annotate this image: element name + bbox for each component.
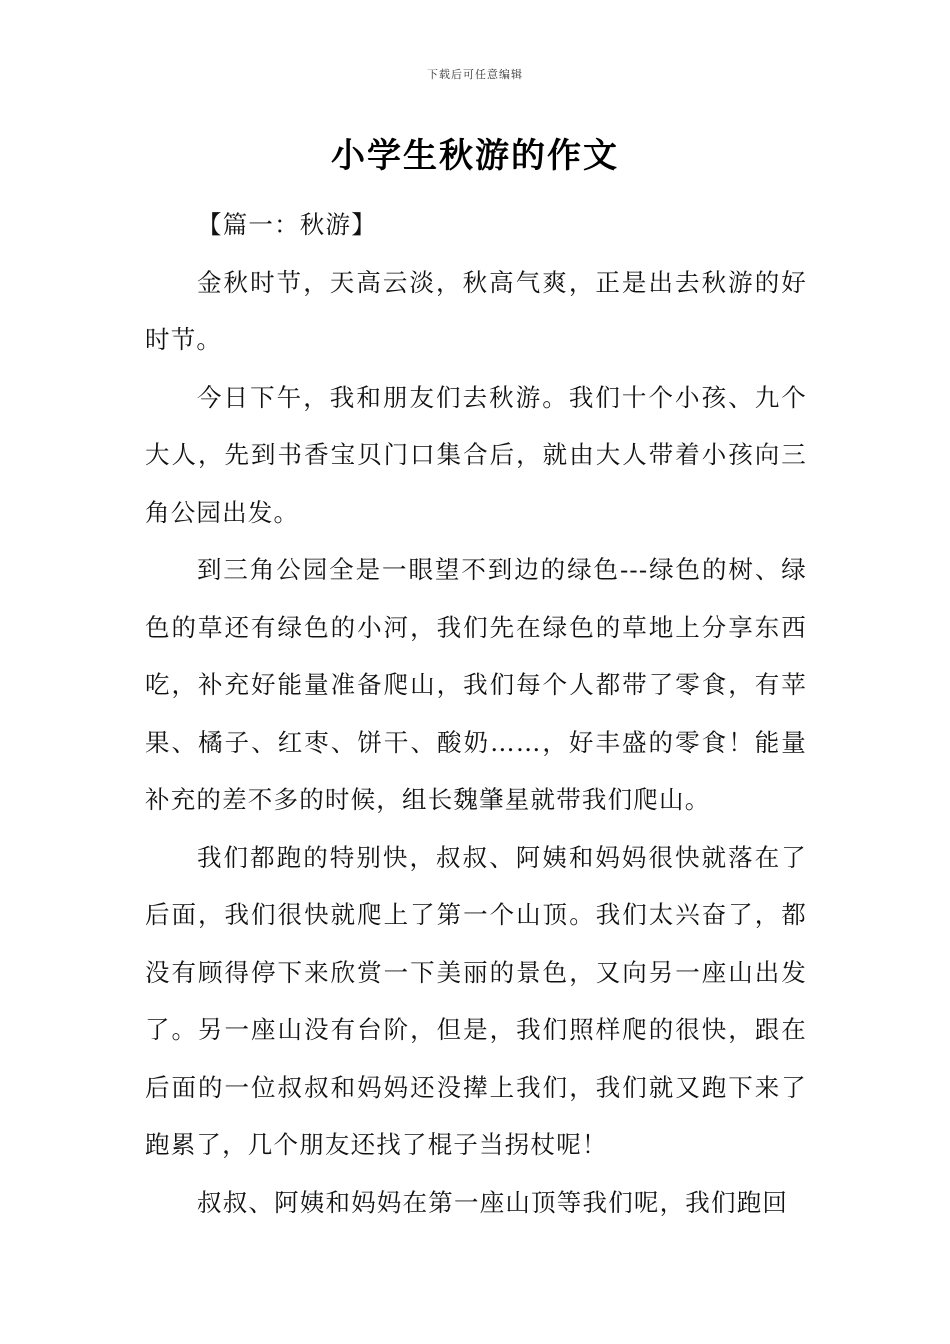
document-title: 小学生秋游的作文: [331, 136, 619, 176]
paragraph-1: 金秋时节，天高云淡，秋高气爽，正是出去秋游的好时节。: [145, 267, 807, 354]
paragraph-3: 到三角公园全是一眼望不到边的绿色---绿色的树、绿色的草还有绿色的小河，我们先在绿色的草地上分享东西吃，补充好能量准备爬山，我们每个人都带了零食，有苹果、橘子、红枣、饼干、酸奶……，好丰盛的零食！能量补充的差不多的时候，组长魏肇星就带我们爬山。: [145, 555, 807, 814]
paragraph-5: 叔叔、阿姨和妈妈在第一座山顶等我们呢，我们跑回: [197, 1187, 789, 1217]
paragraph-2: 今日下午，我和朋友们去秋游。我们十个小孩、九个大人，先到书香宝贝门口集合后，就由大人带着小孩向三角公园出发。: [145, 382, 807, 527]
header-note: 下载后可任意编辑: [427, 68, 523, 81]
paragraph-4: 我们都跑的特别快，叔叔、阿姨和妈妈很快就落在了后面，我们很快就爬上了第一个山顶。我们太兴奋了，都没有顾得停下来欣赏一下美丽的景色，又向另一座山出发了。另一座山没有台阶，但是，我们照样爬的很快，跟在后面的一位叔叔和妈妈还没撵上我们，我们就又跑下来了跑累了，几个朋友还找了棍子当拐杖呢！: [145, 842, 807, 1159]
document-body: [145, 196, 807, 1231]
section-heading: 【篇一：秋游】: [197, 210, 377, 239]
